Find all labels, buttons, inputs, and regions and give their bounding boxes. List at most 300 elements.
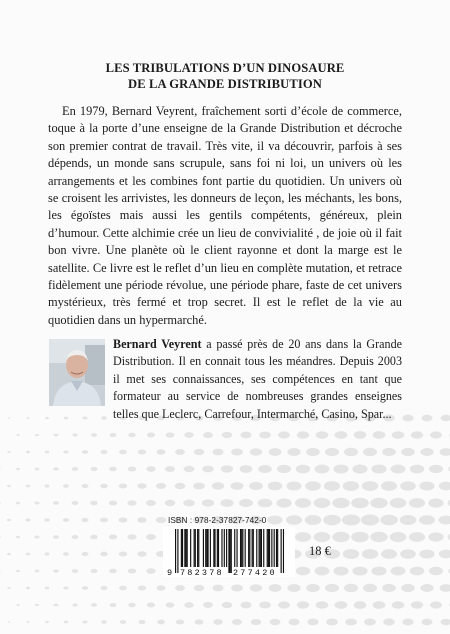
barcode-bar [245,529,246,567]
background-dot [120,620,127,624]
barcode-bar [214,529,215,567]
background-dot [35,434,39,436]
background-dot [400,481,416,490]
background-dot [258,499,273,508]
background-dot [156,483,166,489]
background-dot [230,482,243,490]
background-dot [286,515,302,525]
background-dot [392,431,405,439]
background-dot [401,448,415,456]
background-dot [400,549,416,558]
background-dot [315,465,330,474]
barcode-bar [249,529,250,567]
background-dot [440,448,450,456]
background-dot [325,584,339,592]
background-dot [333,566,348,575]
background-dot [166,432,175,437]
background-dot [119,483,128,488]
background-dot [156,585,165,590]
barcode-bar [263,529,264,567]
background-dot [364,619,376,626]
background-dot [63,552,69,556]
background-dot [344,584,358,592]
barcode-bar [256,529,257,567]
background-dot [240,432,251,439]
background-dot [305,481,321,490]
author-name: Bernard Veyrent [113,337,202,351]
background-dot [183,500,194,507]
background-dot [410,465,424,474]
background-dot [251,619,261,625]
background-dot [343,549,359,559]
background-dot [420,448,433,456]
background-dot [82,586,88,590]
background-dot [231,448,243,455]
background-dot [222,602,233,608]
isbn-barcode [163,527,295,577]
background-dot [409,532,425,542]
background-dot [306,448,320,456]
background-dot [269,448,282,456]
background-dot [332,532,349,542]
barcode-bar [240,529,241,567]
barcode-bar [276,529,277,567]
background-dot [222,432,233,438]
price: 18 € [309,544,331,558]
background-dot [392,601,405,609]
background-dot [16,570,20,572]
background-dot [362,481,378,491]
background-dot [90,467,97,471]
background-dot [72,603,77,606]
background-dot [147,603,155,608]
background-dot [110,603,117,607]
background-dot [53,535,59,539]
background-dot [212,449,223,456]
background-dot [276,498,291,507]
background-dot [402,619,413,626]
background-dot [26,553,31,556]
background-dot [128,603,135,607]
background-dot [342,514,360,525]
background-dot [370,498,387,508]
background-dot [193,483,205,490]
background-dot [231,584,243,591]
background-dot [381,549,397,559]
background-dot [16,434,19,436]
book-summary: En 1979, Bernard Veyrent, fraîchement sorti d’école de commerce, toque à la porte d’une enseigne de la Grande Distribution et décroche son premier contrat de travail. Très vite, il va découvrir, parfois à ses dépends, un monde sans scrupule, sans foi ni loi, un univers où les arrangements et les combines font partie du quotidien. Un univers où se croisent les arrivistes, les donneurs de leçon, les méchants, les bons, les égoïstes mais aussi les gentils compétents, généreux, plein d’humour. Cette alchimie crée un lieu de convivialité , de joie où il fait bon vivre. Une planète où le client rayonne et dont la marge est le satellite. Ce livre est le reflet d’un lieu en complète mutation, et retrace fidèlement une période révolue, une période phare, faste de cet univers mystérieux, très fermé et trop secret. Il est le reflet de la vie au quotidien dans un hypermarché. [48,104,402,327]
background-dot [100,484,108,489]
background-dot [72,467,78,471]
background-dot [259,432,271,439]
background-dot [363,584,377,592]
background-dot [138,585,146,590]
background-dot [146,534,156,540]
background-dot [72,501,79,505]
background-dot [277,465,291,473]
background-dot [53,467,58,470]
background-dot [316,601,329,609]
background-dot [0,570,1,572]
background-dot [441,415,450,421]
background-dot [258,465,271,473]
background-dot [297,431,309,438]
background-dot [296,465,310,474]
background-dot [0,536,1,538]
background-dot [72,433,77,436]
background-dot [354,431,367,439]
barcode-bar [267,529,268,567]
background-dot [119,551,128,556]
background-dot [371,464,386,473]
barcode-bar [182,529,183,567]
background-dot [184,432,193,438]
background-dot [7,553,11,555]
background-dot [335,601,348,609]
background-dot [439,482,450,491]
background-dot [421,415,432,422]
barcode-bar [175,529,176,573]
background-dot [362,549,378,559]
background-dot [127,534,136,539]
barcode-bar [234,529,235,567]
isbn-label: ISBN : 978-2-37827-742-0 [168,516,267,525]
background-dot [370,532,387,542]
background-dot [287,448,300,456]
background-dot [363,448,377,456]
background-dot [175,449,185,455]
background-dot [239,499,253,507]
barcode-bar [217,529,218,567]
background-dot [373,601,386,609]
barcode-bar [277,529,278,567]
background-dot [72,535,79,539]
barcode-bar [206,529,207,567]
background-dot [250,584,262,591]
background-dot [8,621,10,622]
background-dot [34,501,39,504]
background-dot [109,569,117,574]
barcode-bar [181,529,182,567]
background-dot [352,464,367,473]
background-dot [82,484,89,488]
barcode-bar [207,529,208,567]
background-dot [314,532,331,542]
background-dot [63,450,69,453]
background-dot [410,567,424,576]
background-dot [0,468,1,470]
background-dot [438,515,450,524]
background-dot [380,515,398,526]
background-dot [295,532,311,542]
background-dot [315,567,330,576]
background-dot [288,619,299,626]
background-dot [156,517,166,523]
barcode-bar [260,529,261,567]
barcode-bar [198,529,199,567]
background-dot [100,552,108,557]
background-dot [127,500,136,505]
background-dot [137,517,147,523]
barcode-bar [253,529,254,567]
background-dot [16,536,20,539]
background-dot [109,535,117,540]
background-dot [429,567,443,575]
barcode-bar [274,529,275,567]
book-title-line-2: DE LA GRANDE DISTRIBUTION [128,77,322,91]
background-dot [44,518,50,521]
background-dot [165,466,175,472]
background-dot [90,535,98,540]
background-dot [138,449,146,454]
background-dot [428,532,443,541]
background-dot [335,431,348,439]
barcode-bar [269,529,270,567]
background-dot [212,585,223,592]
background-dot [306,584,320,592]
background-dot [81,518,88,522]
background-dot [286,481,301,490]
background-dot [323,515,341,526]
background-dot [165,500,176,506]
barcode-bar [205,529,206,567]
background-dot [382,448,396,456]
barcode-bar [195,529,196,567]
barcode-bar [203,529,204,567]
background-dot [26,417,29,419]
background-dot [373,431,386,439]
barcode-bar [224,529,225,567]
background-dot [278,431,290,438]
background-dot [441,619,450,625]
background-dot [391,567,406,576]
background-dot [268,482,282,491]
barcode-bar [268,529,269,567]
background-dot [26,485,31,488]
barcode-bar [185,529,186,567]
background-dot [45,621,49,623]
background-dot [419,481,434,490]
background-dot [278,601,290,608]
background-dot [345,619,357,626]
background-dot [128,433,135,437]
background-dot [269,584,282,592]
barcode-bar [213,529,214,567]
author-bio [113,336,402,423]
background-dot [440,584,450,592]
background-dot [411,431,423,438]
background-dot [63,484,69,488]
background-dot [203,602,213,608]
background-dot [259,602,271,609]
background-dot [137,483,146,489]
background-dot [53,501,59,505]
background-dot [381,481,397,491]
background-dot [184,602,193,608]
background-dot [119,450,127,455]
background-dot [314,498,331,508]
background-dot [72,569,78,573]
background-dot [419,549,434,558]
background-dot [240,602,251,609]
background-dot [220,499,233,507]
background-dot [53,569,58,572]
barcode-bar [226,529,227,567]
background-dot [82,620,87,623]
background-dot [409,498,425,508]
background-dot [45,587,50,590]
background-dot [26,451,30,453]
background-dot [16,604,19,606]
background-dot [91,433,97,437]
barcode-bar [281,529,282,573]
background-dot [26,587,30,589]
background-dot [34,535,39,538]
barcode-bar [241,529,242,567]
barcode-bar [194,529,195,567]
background-dot [332,498,349,508]
background-dot [351,498,369,509]
background-dot [109,501,117,506]
background-dot [64,621,68,624]
background-dot [119,517,128,522]
background-dot [307,619,318,626]
background-dot [7,519,11,521]
barcode-bar [210,529,211,567]
author-bio-text: a passé près de 20 ans dans la Grande Distribution. Il en connait tous les méandres. Depuis 2003 il met ses connaissances, ses compétences en tant que formateur au service de nombreuses grandes enseignes telles que Leclerc, Carrefour, Intermarché, Casino, Spar... [113,337,402,421]
background-dot [146,466,155,472]
background-dot [175,483,186,489]
barcode-bar [231,529,232,573]
book-title-line-1: LES TRIBULATIONS D’UN DINOSAURE [105,61,345,75]
background-dot [296,567,310,576]
barcode-bar [283,529,284,573]
background-dot [232,619,242,625]
background-dot [354,601,367,609]
background-dot [101,416,107,420]
background-dot [194,449,204,455]
background-dot [213,619,222,625]
background-dot [35,468,40,471]
barcode-bar [271,529,272,567]
background-dot [63,586,69,589]
background-dot [324,481,340,491]
background-dot [352,566,367,575]
background-dot [295,498,311,508]
author-photo [49,339,105,406]
background-dot [411,601,423,608]
background-dot [7,451,10,453]
background-dot [101,450,108,454]
background-dot [101,586,108,590]
background-dot [44,552,49,555]
background-dot [344,448,358,456]
background-dot [429,465,443,473]
background-dot [54,604,59,607]
background-dot [250,448,262,455]
background-dot [401,584,415,592]
background-dot [194,585,204,591]
barcode-bar [221,529,222,567]
background-dot [343,481,359,491]
barcode-bar [230,529,231,573]
background-dot [8,417,10,418]
background-dot [202,466,213,473]
background-dot [428,498,443,507]
background-dot [383,619,395,626]
background-dot [157,620,165,625]
background-dot [400,515,417,525]
background-dot [420,584,433,592]
background-dot [26,621,29,623]
background-dot [390,498,407,508]
background-dot [202,499,214,506]
background-dot [439,550,450,559]
background-dot [195,619,204,624]
background-dot [325,448,339,456]
barcode-bar [261,529,262,567]
barcode-bar [236,529,237,567]
barcode-bar [184,529,185,567]
background-dot [430,431,442,438]
background-dot [128,466,137,471]
background-dot [119,586,127,591]
background-dot [7,587,10,589]
background-dot [110,433,117,437]
background-dot [0,502,1,504]
background-dot [402,415,413,422]
background-dot [91,603,97,607]
background-dot [109,467,117,472]
barcode-bar [177,529,178,573]
background-dot [35,604,39,606]
barcode-digit-first: 9 [167,568,173,577]
background-dot [35,570,40,573]
background-dot [82,416,87,419]
background-dot [391,465,406,474]
background-dot [166,602,175,607]
background-dot [16,502,20,505]
background-dot [221,465,233,472]
background-dot [147,433,155,438]
background-dot [54,434,59,437]
barcode-bar [259,529,260,567]
background-dot [270,619,281,625]
background-dot [146,568,155,574]
background-dot [382,584,396,592]
barcode-digits-left: 782378 [180,568,224,577]
background-dot [305,515,322,525]
background-dot [146,500,156,506]
background-dot [419,515,435,525]
background-dot [240,465,253,473]
background-dot [137,551,146,557]
background-dot [212,482,224,489]
background-dot [175,585,185,591]
background-dot [16,468,20,470]
background-dot [90,501,98,506]
barcode-bar [252,529,253,567]
background-dot [390,532,407,542]
barcode-bar [228,529,229,573]
background-dot [203,432,213,438]
barcode-bar [242,529,243,567]
barcode-bar [187,529,188,567]
background-dot [184,466,195,472]
background-dot [176,619,184,624]
background-dot [361,515,379,526]
background-dot [297,601,309,608]
